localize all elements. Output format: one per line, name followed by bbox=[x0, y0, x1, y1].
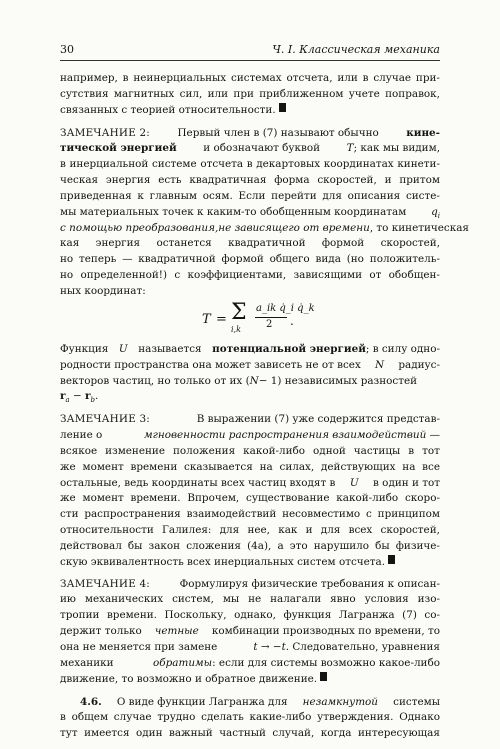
text-span: мы материальных точек к каким-то обобщенным координатам bbox=[60, 205, 407, 218]
text-line bbox=[60, 491, 440, 507]
text-span: связанных с теорией относительности. bbox=[60, 103, 276, 116]
word: квадратичная bbox=[189, 174, 267, 187]
word: явно bbox=[330, 593, 356, 606]
word: нее, bbox=[247, 524, 270, 537]
text-span: движение, то возможно и обратное движение. bbox=[60, 672, 318, 685]
word: общего bbox=[269, 253, 310, 266]
word: а bbox=[277, 539, 284, 552]
word: к bbox=[137, 189, 144, 202]
word: относительности bbox=[60, 524, 154, 537]
emphasis-text: мгновенности распространения взаимодействий bbox=[144, 429, 427, 442]
word: в bbox=[246, 158, 253, 171]
text-line bbox=[60, 268, 440, 284]
text-line bbox=[60, 428, 440, 444]
text-span: ление о bbox=[60, 429, 103, 442]
text-line bbox=[60, 205, 440, 221]
word: физиче- bbox=[395, 539, 440, 552]
word: в bbox=[362, 72, 369, 84]
word: случай, bbox=[272, 727, 315, 740]
word: изо- bbox=[417, 593, 440, 606]
emphasis-text: четные bbox=[154, 625, 199, 638]
kinetic-energy-formula bbox=[60, 300, 440, 342]
text-span: ; в силу одно- bbox=[365, 342, 440, 355]
text-span: В выражении (7) уже содержится представ- bbox=[196, 413, 440, 426]
word: (4а), bbox=[247, 539, 272, 552]
word: при- bbox=[415, 72, 440, 84]
word: тропии bbox=[60, 609, 100, 622]
word: Однако bbox=[399, 711, 440, 724]
word: коэффициентами, bbox=[187, 269, 287, 282]
word: сказывается bbox=[184, 460, 253, 473]
text-span: в один и тот bbox=[373, 476, 440, 489]
word: один bbox=[136, 727, 163, 740]
sum-sign: Σ bbox=[231, 299, 247, 325]
section-4-6 bbox=[60, 695, 440, 743]
text-line bbox=[60, 539, 440, 555]
word: и bbox=[305, 524, 313, 537]
vector-difference bbox=[60, 389, 98, 405]
end-of-remark-icon bbox=[279, 103, 286, 112]
word: нарушило bbox=[313, 539, 370, 552]
word: но bbox=[60, 269, 74, 282]
text-span: системы bbox=[393, 695, 440, 708]
text-line bbox=[60, 389, 440, 405]
word: системах bbox=[231, 72, 282, 84]
word: изменение bbox=[105, 444, 166, 457]
word: приведенная bbox=[60, 189, 132, 202]
text-span: Функция bbox=[60, 342, 109, 355]
word: определенной!) bbox=[80, 269, 168, 282]
word: форма bbox=[274, 174, 310, 187]
formula-numerator: a_ik q̇_i q̇_k bbox=[256, 302, 315, 314]
word: описания bbox=[347, 189, 401, 202]
word: скоро- bbox=[404, 492, 440, 505]
math-symbol: U bbox=[349, 476, 359, 489]
word: для bbox=[322, 189, 342, 202]
word: тут bbox=[60, 727, 78, 740]
formula-period: . bbox=[290, 313, 294, 328]
term-bold: кине- bbox=[406, 126, 440, 139]
text-line bbox=[60, 412, 440, 428]
word: закон bbox=[148, 539, 181, 552]
word: принципом bbox=[377, 508, 440, 521]
word: какой-либо bbox=[336, 492, 399, 505]
word: тот bbox=[422, 444, 440, 457]
text-line bbox=[60, 640, 440, 656]
text-line bbox=[60, 592, 440, 608]
text-line bbox=[60, 189, 440, 205]
fraction-bar bbox=[255, 317, 287, 318]
word: есть bbox=[158, 174, 182, 187]
word: случае bbox=[373, 72, 412, 84]
word: например, bbox=[60, 72, 118, 84]
term-bold: тической энергией bbox=[60, 142, 177, 155]
word: общем bbox=[71, 711, 109, 724]
potential-energy-paragraph bbox=[60, 342, 440, 405]
word: со- bbox=[424, 609, 440, 622]
sum-index: i,k bbox=[231, 324, 241, 334]
end-of-remark-icon bbox=[320, 672, 327, 681]
word: от bbox=[369, 269, 382, 282]
text-span: . bbox=[94, 390, 99, 403]
word: однако, bbox=[234, 609, 276, 622]
word: всякое bbox=[60, 444, 98, 457]
word: сти bbox=[60, 508, 79, 521]
math-operator: − bbox=[69, 390, 85, 403]
word: системе bbox=[151, 158, 197, 171]
formula-denominator: 2 bbox=[266, 318, 273, 330]
word: учете bbox=[348, 87, 380, 100]
word: (но bbox=[346, 253, 364, 266]
word: одной bbox=[313, 444, 346, 457]
text-line bbox=[60, 695, 440, 711]
word: взаимодействий bbox=[186, 508, 277, 521]
text-span: держит только bbox=[60, 625, 142, 638]
text-line bbox=[60, 252, 440, 268]
word: всех bbox=[348, 524, 373, 537]
word: бы bbox=[375, 539, 390, 552]
text-line bbox=[60, 71, 440, 87]
word: же bbox=[60, 492, 76, 505]
word: но bbox=[60, 253, 74, 266]
word: ию bbox=[60, 593, 76, 606]
word: случае bbox=[113, 711, 152, 724]
word: имеется bbox=[84, 727, 130, 740]
word: перейти bbox=[271, 189, 317, 202]
word: кая bbox=[60, 237, 80, 250]
text-line bbox=[60, 710, 440, 726]
text-span: ; как мы видим, bbox=[353, 142, 440, 155]
word: или bbox=[207, 87, 229, 100]
math-symbol: N bbox=[249, 374, 259, 387]
text-span: О виде функции Лагранжа для bbox=[116, 695, 288, 708]
page-number: 30 bbox=[60, 43, 74, 56]
word: сутствия bbox=[60, 87, 109, 100]
word: в bbox=[60, 711, 66, 724]
text-line bbox=[60, 577, 440, 593]
word: как bbox=[278, 524, 298, 537]
end-of-remark-icon bbox=[388, 555, 395, 564]
word: когда bbox=[320, 727, 352, 740]
word: все bbox=[422, 460, 440, 473]
word: на bbox=[259, 460, 273, 473]
text-line bbox=[60, 507, 440, 523]
text-line bbox=[60, 656, 440, 672]
emphasis-text: не зависящего от времени bbox=[218, 221, 370, 234]
word: с bbox=[174, 269, 181, 282]
continuation-paragraph bbox=[60, 71, 440, 119]
word: главным bbox=[149, 189, 197, 202]
text-line bbox=[60, 672, 440, 688]
word: Галилея: bbox=[162, 524, 212, 537]
word: не bbox=[248, 593, 262, 606]
word: декартовых bbox=[256, 158, 321, 171]
word: формой bbox=[221, 253, 264, 266]
word: какой-либо bbox=[243, 444, 306, 457]
word: на bbox=[402, 460, 416, 473]
text-line bbox=[60, 608, 440, 624]
text-span: − 1) независимых разностей bbox=[258, 374, 418, 387]
word: в bbox=[60, 158, 66, 171]
math-subscript: i bbox=[437, 211, 440, 220]
word: частный bbox=[219, 727, 266, 740]
word: трудно bbox=[157, 711, 196, 724]
word: налагали bbox=[270, 593, 322, 606]
text-line bbox=[60, 221, 469, 237]
word: Поскольку, bbox=[164, 609, 227, 622]
text-line bbox=[60, 141, 440, 157]
word: энергия bbox=[105, 174, 151, 187]
text-line bbox=[60, 374, 440, 390]
text-line bbox=[60, 126, 440, 142]
word: Лагранжа bbox=[338, 609, 395, 622]
text-span: векторов частиц, но только от их ( bbox=[60, 374, 250, 387]
text-line bbox=[60, 173, 440, 189]
running-head: Ч. I. Классическая механика bbox=[272, 43, 440, 56]
text-line bbox=[60, 555, 440, 571]
term-bold: потенциальной энергией bbox=[212, 342, 366, 355]
word: в bbox=[122, 72, 129, 84]
remark-3 bbox=[60, 412, 440, 570]
word: существование bbox=[246, 492, 330, 505]
word: систем, bbox=[172, 593, 214, 606]
text-span: — bbox=[426, 429, 440, 442]
text-line bbox=[60, 523, 440, 539]
word: скоростей, bbox=[317, 174, 377, 187]
text-line bbox=[60, 157, 440, 173]
word: неинерциальных bbox=[133, 72, 227, 84]
text-span: ных координат: bbox=[60, 284, 146, 297]
word: времени. bbox=[106, 609, 157, 622]
word: притом bbox=[399, 174, 440, 187]
vector-symbol: r bbox=[84, 390, 91, 403]
word: Если bbox=[238, 189, 266, 202]
text-line bbox=[60, 624, 440, 640]
word: вида bbox=[315, 253, 341, 266]
header-rule bbox=[60, 60, 440, 61]
emphasis-text: незамкнутой bbox=[302, 695, 379, 708]
word: момент bbox=[82, 460, 124, 473]
text-line bbox=[60, 87, 440, 103]
word: — bbox=[122, 253, 133, 266]
word: формой bbox=[321, 237, 365, 250]
math-subscript: a bbox=[65, 396, 70, 405]
word: или bbox=[337, 72, 358, 84]
word: для bbox=[219, 524, 240, 537]
word: скоростей, bbox=[380, 524, 440, 537]
word: обобщен- bbox=[388, 269, 440, 282]
text-span: Первый член в (7) называют обычно bbox=[177, 126, 379, 139]
page-body bbox=[60, 71, 469, 742]
word: функция bbox=[283, 609, 332, 622]
text-line bbox=[60, 460, 440, 476]
word: магнитных bbox=[113, 87, 175, 100]
word: для bbox=[320, 524, 341, 537]
text-span: остальные, ведь координаты всех частиц входят в bbox=[60, 476, 336, 489]
word: Впрочем, bbox=[187, 492, 240, 505]
word: действовал bbox=[60, 539, 122, 552]
word: в bbox=[408, 444, 415, 457]
word: положитель- bbox=[369, 253, 440, 266]
word: это bbox=[289, 539, 308, 552]
text-span: комбинации производных по времени, то bbox=[211, 625, 440, 638]
remark-heading: ЗАМЕЧАНИЕ 3: bbox=[60, 413, 150, 426]
formula-lhs: T bbox=[202, 311, 211, 327]
word: сил, bbox=[179, 87, 203, 100]
text-span: и обозначают буквой bbox=[203, 142, 321, 155]
text-span: механики bbox=[60, 656, 114, 669]
text-span: : если для системы возможно какое-либо bbox=[212, 656, 440, 669]
word: энергия bbox=[95, 237, 141, 250]
emphasis-text: обратимы bbox=[153, 656, 213, 669]
text-line bbox=[60, 342, 440, 358]
word: сложения bbox=[186, 539, 241, 552]
word: распространения bbox=[84, 508, 181, 521]
text-line bbox=[60, 103, 440, 119]
text-line bbox=[60, 476, 440, 492]
word: отсчета, bbox=[286, 72, 333, 84]
word: механических bbox=[84, 593, 164, 606]
emphasis-text: с помощью преобразования, bbox=[60, 221, 219, 234]
word: же bbox=[60, 460, 76, 473]
word: квадратичной bbox=[228, 237, 306, 250]
remark-heading: ЗАМЕЧАНИЕ 2: bbox=[60, 126, 150, 139]
word: приближенном bbox=[259, 87, 344, 100]
text-line bbox=[60, 444, 440, 460]
text-line bbox=[60, 284, 440, 300]
word: утверждения. bbox=[317, 711, 394, 724]
text-span: радиус- bbox=[398, 358, 440, 371]
word: силах, bbox=[279, 460, 315, 473]
word: кинети- bbox=[397, 158, 440, 171]
remark-4 bbox=[60, 577, 440, 688]
word: ческая bbox=[60, 174, 99, 187]
word: скоростей, bbox=[380, 237, 440, 250]
word: отсчета bbox=[200, 158, 244, 171]
word: мы bbox=[222, 593, 240, 606]
word: (7) bbox=[402, 609, 417, 622]
text-line bbox=[60, 236, 440, 252]
word: и bbox=[384, 174, 392, 187]
word: осям. bbox=[202, 189, 233, 202]
word: частицы bbox=[353, 444, 401, 457]
page-header bbox=[60, 43, 440, 57]
text-span: . Следовательно, уравнения bbox=[285, 641, 440, 653]
word: зависящими bbox=[293, 269, 363, 282]
word: действующих bbox=[320, 460, 396, 473]
word: инерциальной bbox=[69, 158, 149, 171]
text-span: она не меняется при замене bbox=[60, 641, 218, 653]
word: интересующая bbox=[357, 727, 440, 740]
text-span: , то кинетическая bbox=[369, 221, 469, 234]
text-span: называется bbox=[138, 342, 202, 355]
word: момент bbox=[82, 492, 124, 505]
section-number: 4.6. bbox=[80, 695, 102, 708]
word: времени bbox=[130, 460, 178, 473]
word: координатах bbox=[323, 158, 394, 171]
text-line bbox=[60, 358, 440, 374]
text-span: родности пространства она может зависеть не от всех bbox=[60, 358, 361, 371]
formula-equals: = bbox=[216, 311, 227, 327]
math-subscript: b bbox=[90, 396, 95, 405]
word: сделать bbox=[201, 711, 244, 724]
word: важный bbox=[168, 727, 213, 740]
word: с bbox=[366, 508, 372, 521]
math-symbol: q bbox=[431, 205, 438, 218]
word: систе- bbox=[405, 189, 440, 202]
vector-symbol: r bbox=[60, 390, 66, 403]
math-symbol: T bbox=[346, 142, 354, 155]
word: бы bbox=[127, 539, 143, 552]
math-symbol: N bbox=[375, 358, 385, 371]
word: квадратичной bbox=[138, 253, 216, 266]
word: поправок, bbox=[385, 87, 440, 100]
text-span: Формулируя физические требования к описан- bbox=[179, 577, 440, 590]
text-span: скую эквивалентность всех инерциальных систем отсчета. bbox=[60, 555, 386, 568]
word: несовместимо bbox=[282, 508, 361, 521]
word: условия bbox=[364, 593, 409, 606]
word: времени. bbox=[130, 492, 181, 505]
math-symbol: U bbox=[118, 342, 128, 355]
text-line bbox=[60, 726, 440, 742]
word: при bbox=[233, 87, 254, 100]
remark-heading: ЗАМЕЧАНИЕ 4: bbox=[60, 577, 150, 590]
word: какие-либо bbox=[249, 711, 312, 724]
word: теперь bbox=[79, 253, 117, 266]
remark-2 bbox=[60, 126, 469, 342]
word: положения bbox=[173, 444, 236, 457]
math-expression: t → −t bbox=[253, 641, 286, 653]
word: останется bbox=[156, 237, 212, 250]
